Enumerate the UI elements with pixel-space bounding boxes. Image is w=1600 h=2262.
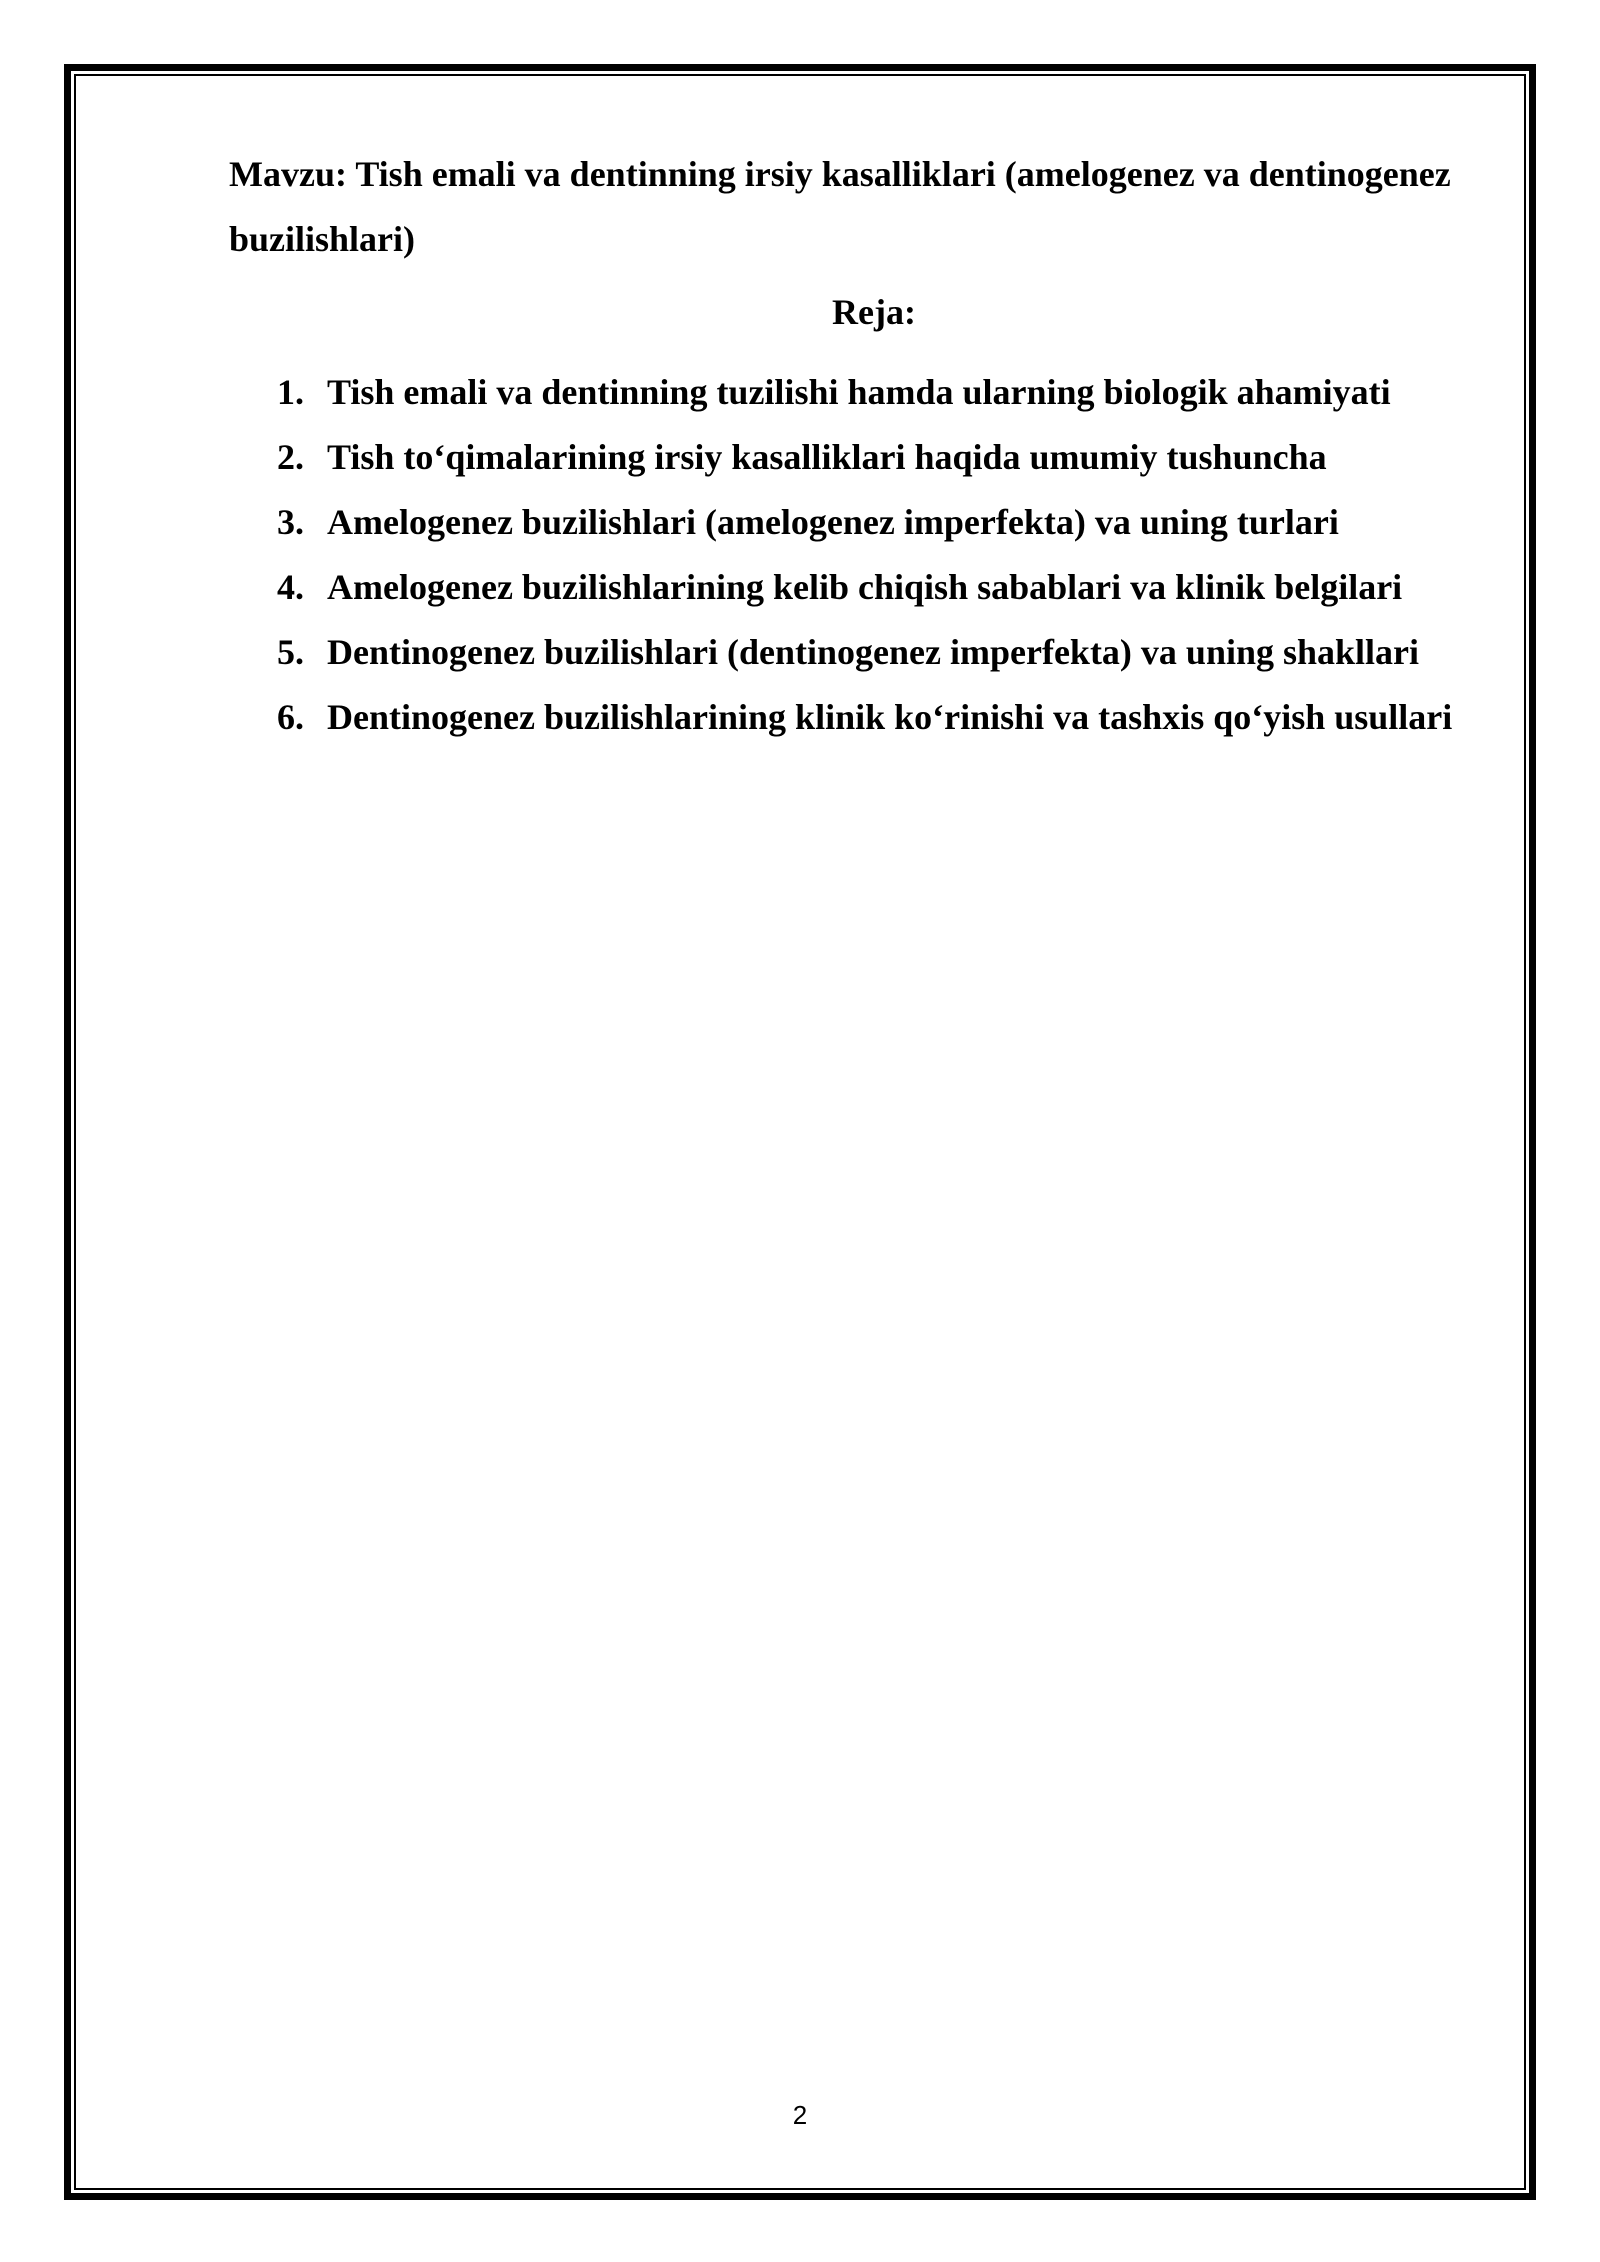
plan-item-text: Amelogenez buzilishlari (amelogenez imperfekta) va uning turlari: [327, 502, 1339, 542]
page-number: 2: [792, 2100, 808, 2130]
plan-item-number: 1.: [277, 372, 304, 412]
plan-item-number: 6.: [277, 697, 304, 737]
plan-item-text: Tish emali va dentinning tuzilishi hamda ularning biologik ahamiyati: [327, 372, 1391, 412]
plan-list: [229, 360, 1479, 750]
plan-item-2: [229, 425, 1479, 490]
plan-item-number: 2.: [277, 437, 304, 477]
plan-item-text: Tish to‘qimalarining irsiy kasalliklari haqida umumiy tushuncha: [327, 437, 1327, 477]
plan-item-number: 4.: [277, 567, 304, 607]
plan-item-6: [229, 685, 1479, 750]
plan-item-5: [229, 620, 1479, 685]
plan-item-number: 5.: [277, 632, 304, 672]
topic-title: Mavzu: Tish emali va dentinning irsiy kasalliklari (amelogenez va dentinogenez buzilishlari): [229, 154, 1451, 259]
page-content: [229, 142, 1479, 750]
plan-item-text: Dentinogenez buzilishlarining klinik ko‘rinishi va tashxis qo‘yish usullari: [327, 697, 1453, 737]
plan-item-1: [229, 360, 1479, 425]
plan-item-number: 3.: [277, 502, 304, 542]
plan-item-text: Dentinogenez buzilishlari (dentinogenez imperfekta) va uning shakllari: [327, 632, 1420, 672]
plan-item-text: Amelogenez buzilishlarining kelib chiqish sabablari va klinik belgilari: [327, 567, 1403, 607]
plan-heading: Reja:: [832, 292, 916, 332]
plan-item-3: [229, 490, 1479, 555]
plan-item-4: [229, 555, 1479, 620]
